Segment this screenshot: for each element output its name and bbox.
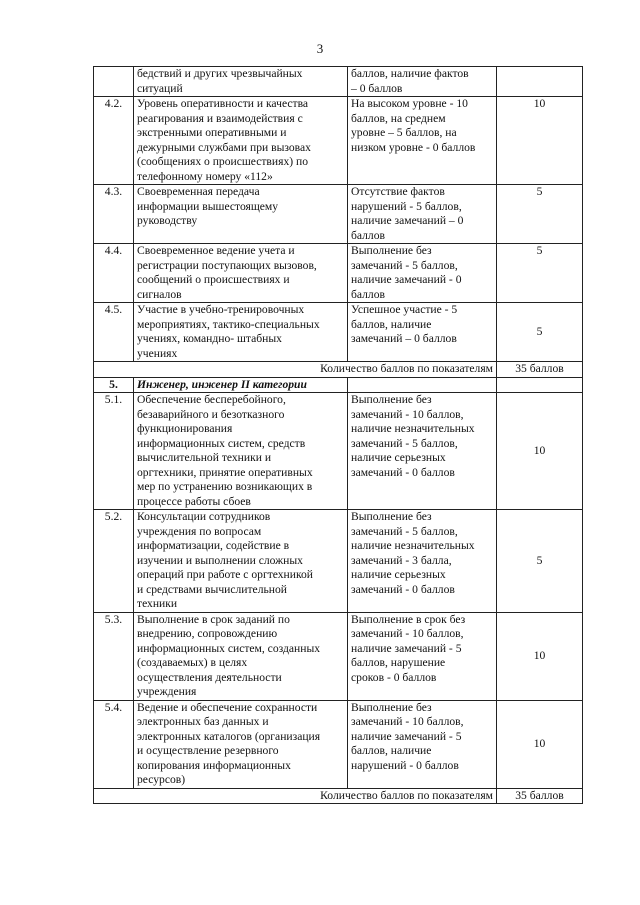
- max-points: [497, 185, 583, 244]
- indicator-description: [134, 185, 348, 244]
- assessment-criteria-text: Выполнение без замечаний - 10 баллов, наличие замечаний - 5 баллов, наличие нарушений - 0 баллов: [351, 700, 464, 772]
- item-number-text: 4.5.: [104, 303, 123, 316]
- assessment-criteria: [348, 303, 497, 362]
- max-points: [497, 97, 583, 185]
- assessment-criteria-text: Выполнение в срок без замечаний - 10 баллов, наличие замечаний - 5 баллов, нарушение сроков - 0 баллов: [351, 612, 466, 684]
- item-number-text: 4.3.: [104, 185, 123, 198]
- table-row: [94, 244, 583, 303]
- item-number: [94, 510, 134, 613]
- max-points: [497, 510, 583, 613]
- indicator-description-text: Ведение и обеспечение сохранности электронных баз данных и электронных каталогов (организация и осуществление резервного копирования информационных ресурсов): [137, 700, 321, 786]
- total-label-text: Количество баллов по показателям: [320, 788, 493, 802]
- max-points: [497, 612, 583, 700]
- table-row: [94, 97, 583, 185]
- item-number-text: 5.3.: [104, 612, 123, 626]
- indicator-description: [134, 393, 348, 510]
- item-number-text: 4.2.: [104, 97, 123, 110]
- assessment-criteria-text: На высоком уровне - 10 баллов, на среднем уровне – 5 баллов, на низком уровне - 0 баллов: [351, 97, 476, 154]
- item-number: [94, 67, 134, 97]
- max-points: [497, 244, 583, 303]
- item-number-text: 5.4.: [104, 700, 123, 714]
- assessment-criteria: [348, 393, 497, 510]
- table-row: [94, 510, 583, 613]
- assessment-criteria: [348, 67, 497, 97]
- total-row: [94, 362, 583, 378]
- item-number: [94, 185, 134, 244]
- section-title: [134, 377, 348, 393]
- indicator-description: [134, 510, 348, 613]
- section-header-row: [94, 377, 583, 393]
- indicator-description: [134, 97, 348, 185]
- max-points-text: 10: [533, 648, 546, 662]
- assessment-criteria: [348, 185, 497, 244]
- item-number: [94, 244, 134, 303]
- indicator-description-text: Уровень оперативности и качества реагирования и взаимодействия с экстренными оперативными и дежурными службами при вызовах (сообщениях о происшествиях) по телефонному номеру «112»: [137, 97, 311, 183]
- table-row: [94, 612, 583, 700]
- table-row: [94, 393, 583, 510]
- indicator-description-text: Участие в учебно-тренировочных мероприятиях, тактико-специальных учениях, командно- штабных учениях: [137, 303, 320, 360]
- total-value-text: 35 баллов: [515, 362, 564, 375]
- indicator-description: [134, 244, 348, 303]
- total-value: [497, 788, 583, 804]
- max-points-text: 5: [536, 244, 543, 257]
- empty-cell: [497, 377, 583, 393]
- item-number-text: 5.2.: [104, 510, 123, 523]
- max-points-text: 10: [533, 443, 546, 457]
- indicator-description: [134, 67, 348, 97]
- total-row: [94, 788, 583, 804]
- criteria-table: [93, 66, 583, 804]
- indicator-description-text: Обеспечение бесперебойного, безаварийного и безотказного функционирования информационных систем, средств вычислительной техники и оргтехники, принятие оперативных мер по устранению возникающих в процессе работы сбоев: [137, 393, 313, 508]
- assessment-criteria-text: Выполнение без замечаний - 5 баллов, наличие незначительных замечаний - 3 балла, наличие серьезных замечаний - 0 баллов: [351, 510, 475, 596]
- max-points-text: 10: [533, 97, 546, 110]
- item-number-text: 4.4.: [104, 244, 123, 257]
- total-label: [94, 788, 497, 804]
- assessment-criteria-text: баллов, наличие фактов – 0 баллов: [351, 67, 469, 95]
- table-row: [94, 700, 583, 788]
- assessment-criteria: [348, 244, 497, 303]
- indicator-description-text: Консультации сотрудников учреждения по вопросам информатизации, содействие в изучении и выполнении сложных операций при работе с оргтехникой и средствами вычислительной техники: [137, 510, 314, 610]
- item-number: [94, 303, 134, 362]
- item-number-text: 5.1.: [104, 393, 123, 406]
- assessment-criteria: [348, 700, 497, 788]
- table-row: [94, 67, 583, 97]
- total-label-text: Количество баллов по показателям: [320, 362, 493, 375]
- table-row: [94, 303, 583, 362]
- indicator-description: [134, 303, 348, 362]
- total-label: [94, 362, 497, 378]
- max-points-text: 10: [533, 736, 546, 750]
- indicator-description-text: бедствий и других чрезвычайных ситуаций: [137, 67, 303, 95]
- item-number: [94, 97, 134, 185]
- section-number: [94, 377, 134, 393]
- total-value: [497, 362, 583, 378]
- assessment-criteria: [348, 510, 497, 613]
- assessment-criteria-text: Выполнение без замечаний - 5 баллов, наличие замечаний - 0 баллов: [351, 244, 462, 301]
- max-points: [497, 393, 583, 510]
- indicator-description: [134, 700, 348, 788]
- section-title-text: Инженер, инженер II категории: [137, 377, 307, 391]
- max-points-text: 5: [536, 185, 543, 198]
- total-value-text: 35 баллов: [515, 788, 564, 802]
- indicator-description-text: Своевременное ведение учета и регистрации поступающих вызовов, сообщений о происшествиях и сигналов: [137, 244, 317, 301]
- indicator-description-text: Своевременная передача информации вышестоящему руководству: [137, 185, 279, 227]
- assessment-criteria: [348, 97, 497, 185]
- section-number-text: 5.: [109, 377, 118, 391]
- max-points: [497, 700, 583, 788]
- item-number: [94, 393, 134, 510]
- max-points: [497, 67, 583, 97]
- assessment-criteria-text: Успешное участие - 5 баллов, наличие замечаний – 0 баллов: [351, 303, 458, 345]
- table-row: [94, 185, 583, 244]
- assessment-criteria-text: Выполнение без замечаний - 10 баллов, наличие незначительных замечаний - 5 баллов, наличие серьезных замечаний - 0 баллов: [351, 393, 475, 479]
- indicator-description-text: Выполнение в срок заданий по внедрению, сопровождению информационных систем, созданных (создаваемых) в целях осуществления деятельности учреждения: [137, 612, 321, 698]
- max-points-text: 5: [536, 324, 543, 338]
- item-number: [94, 612, 134, 700]
- page-number: 3: [316, 41, 324, 56]
- max-points: [497, 303, 583, 362]
- assessment-criteria-text: Отсутствие фактов нарушений - 5 баллов, наличие замечаний – 0 баллов: [351, 185, 464, 242]
- max-points-text: 5: [536, 553, 543, 567]
- criteria-table-body: [94, 67, 583, 804]
- assessment-criteria: [348, 612, 497, 700]
- item-number: [94, 700, 134, 788]
- indicator-description: [134, 612, 348, 700]
- empty-cell: [348, 377, 497, 393]
